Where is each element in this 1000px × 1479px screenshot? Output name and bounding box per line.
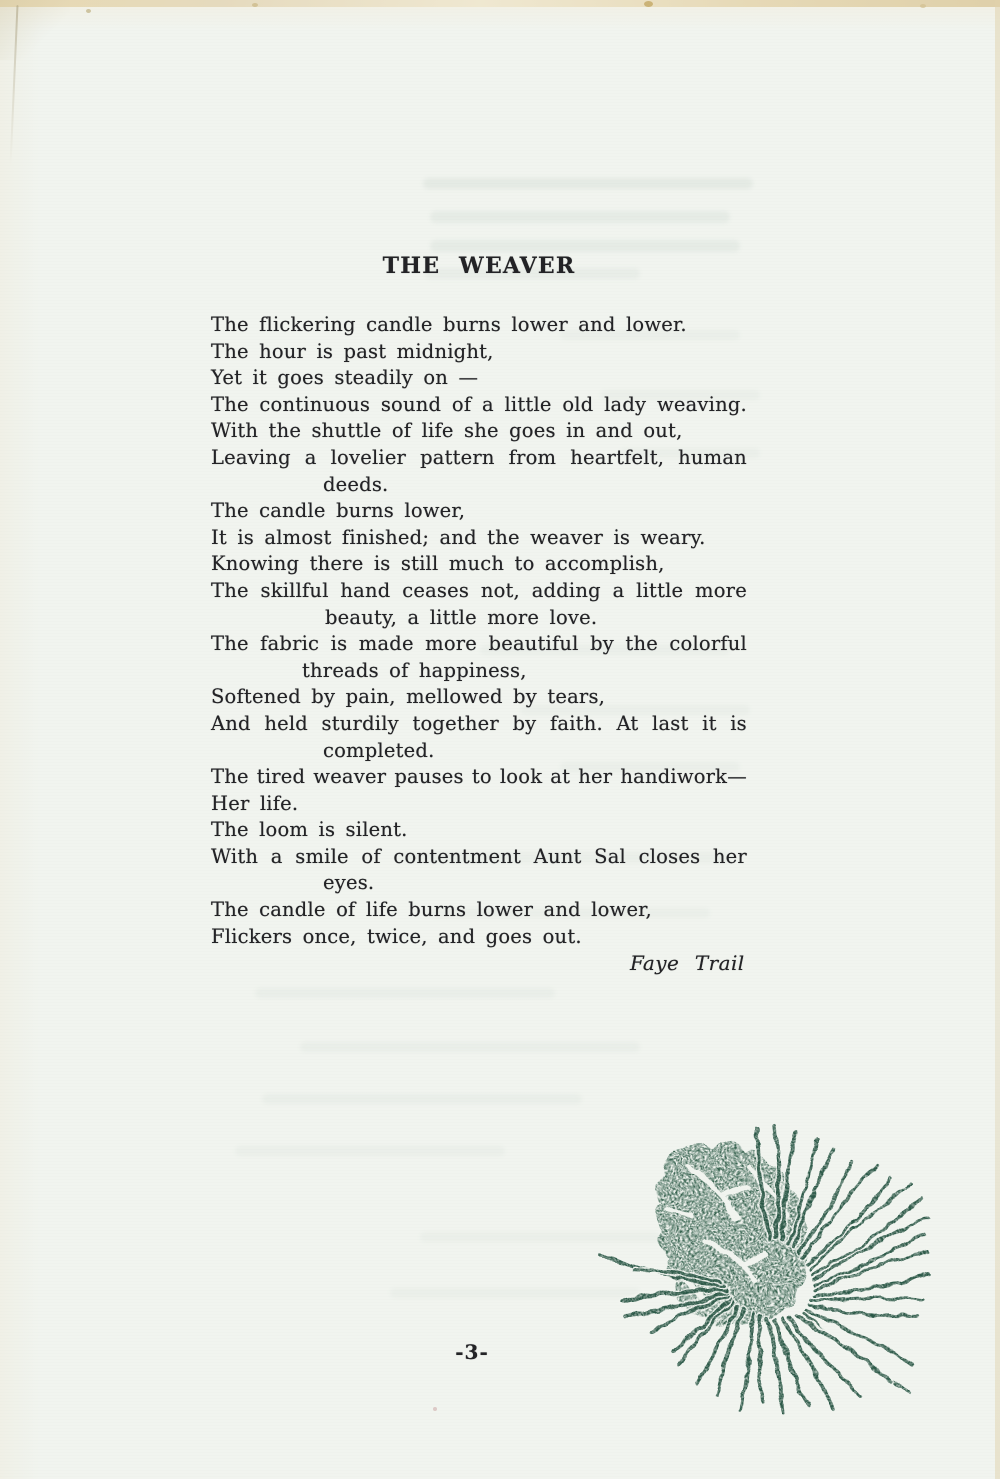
poem-line: The candle of life burns lower and lower, (211, 898, 652, 922)
pine-cone-illustration (598, 1112, 978, 1442)
page-corner-shade (0, 0, 70, 60)
page-number: -3- (455, 1340, 489, 1364)
poem-line: Her life. (211, 791, 299, 815)
ghost-showthrough-line (262, 1094, 582, 1104)
poem-title: THE WEAVER (382, 253, 576, 279)
scan-top-edge (0, 0, 1000, 7)
ghost-showthrough-line (255, 988, 555, 998)
poem-line: And held sturdily together by faith. At last it is (211, 711, 747, 735)
scan-right-edge (995, 0, 1000, 1479)
poem-line: Softened by pain, mellowed by tears, (211, 685, 606, 709)
poem-line: The candle burns lower, (211, 499, 466, 523)
poem-line: Yet it goes steadily on — (211, 366, 479, 390)
poem-line: The skillful hand ceases not, adding a little more (211, 578, 747, 602)
poem-line: The hour is past midnight, (211, 339, 494, 363)
poem-line: Leaving a lovelier pattern from heartfelt, human (211, 445, 747, 469)
poem-line: Knowing there is still much to accomplish, (211, 552, 665, 576)
poem-line: eyes. (323, 871, 375, 895)
paper-stain (433, 1407, 437, 1411)
ghost-showthrough-line (430, 240, 740, 252)
poem-line: Flickers once, twice, and goes out. (211, 924, 582, 948)
poem-line: With the shuttle of life she goes in and out, (211, 419, 683, 443)
poem-author: Faye Trail (630, 951, 745, 976)
poem-line: The tired weaver pauses to look at her handiwork— (211, 765, 747, 789)
paper-stain (644, 1, 653, 7)
ghost-showthrough-line (423, 178, 753, 189)
paper-stain (920, 4, 926, 8)
ghost-showthrough-line (235, 1146, 505, 1156)
ghost-showthrough-line (430, 211, 730, 223)
poem-line: It is almost finished; and the weaver is weary. (211, 525, 706, 549)
poem-line: The flickering candle burns lower and lower. (211, 313, 687, 336)
poem-line: threads of happiness, (302, 658, 527, 682)
poem-line: deeds. (323, 472, 389, 496)
poem-lines (211, 312, 747, 950)
poem (211, 253, 747, 977)
poem-line: With a smile of contentment Aunt Sal closes her (211, 844, 747, 868)
ghost-showthrough-line (300, 1042, 640, 1052)
poem-line: The fabric is made more beautiful by the colorful (211, 632, 747, 656)
paper-stain (86, 9, 91, 13)
poem-line: completed. (323, 738, 435, 762)
poem-line: beauty, a little more love. (325, 605, 598, 629)
paper-stain (252, 3, 258, 7)
poem-line: The loom is silent. (211, 818, 408, 842)
poem-line: The continuous sound of a little old lady weaving. (211, 392, 747, 416)
